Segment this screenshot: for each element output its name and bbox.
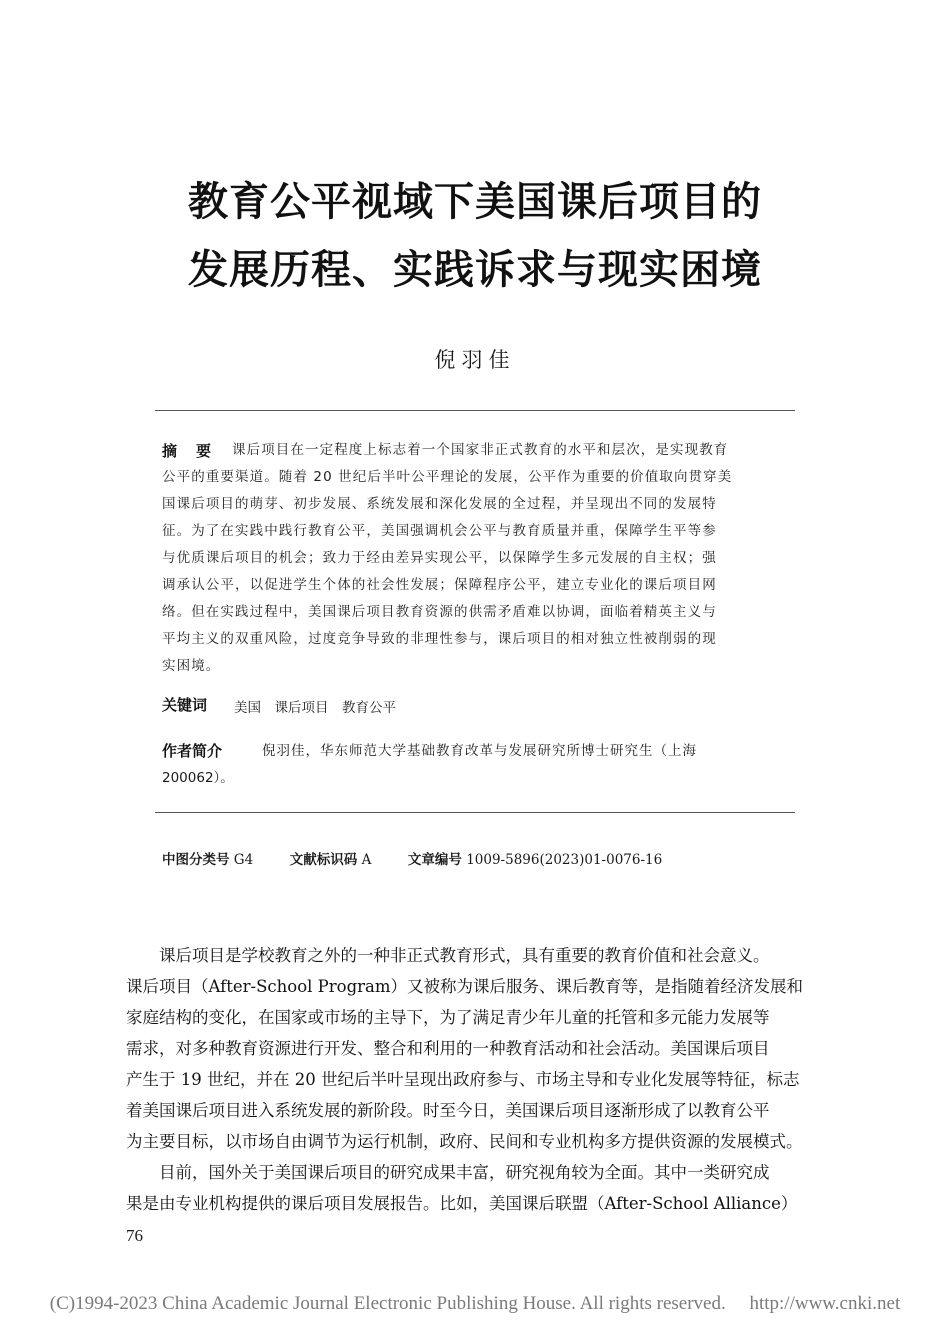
keywords-text: 美国 课后项目 教育公平: [234, 700, 396, 716]
body-line: 课后项目（After-School Program）又被称为课后服务、课后教育等，是指随着经济发展和: [126, 977, 804, 996]
copyright-footer: (C)1994-2023 China Academic Journal Electronic Publishing House. All rights reserved. http://www.cnki.net: [49, 1293, 901, 1314]
abstract-line: 国课后项目的萌芽、初步发展、系统发展和深化发展的全过程，并呈现出不同的发展特: [162, 496, 717, 512]
article-number-label: 文章编号: [407, 852, 462, 868]
body-line: 为主要目标，以市场自由调节为运行机制，政府、民间和专业机构多方提供资源的发展模式。: [126, 1132, 803, 1151]
keywords-label: 关键词: [162, 696, 208, 714]
abstract-line: 络。但在实践过程中，美国课后项目教育资源的供需矛盾难以协调，面临着精英主义与: [162, 604, 717, 620]
abstract-line: 公平的重要渠道。随着 20 世纪后半叶公平理论的发展，公平作为重要的价值取向贯穿美: [162, 469, 733, 485]
abstract-line: 征。为了在实践中践行教育公平，美国强调机会公平与教育质量并重，保障学生平等参: [162, 523, 717, 539]
body-line: 产生于 19 世纪，并在 20 世纪后半叶呈现出政府参与、市场主导和专业化发展等特征，标志: [126, 1070, 800, 1089]
bottom-divider: [155, 812, 795, 813]
clc-label: 中图分类号: [162, 852, 230, 868]
top-divider: [155, 410, 795, 411]
clc-value: G4: [233, 852, 254, 868]
body-line: 课后项目是学校教育之外的一种非正式教育形式，具有重要的教育价值和社会意义。: [126, 946, 770, 965]
body-line: 家庭结构的变化，在国家或市场的主导下，为了满足青少年儿童的托管和多元能力发展等: [126, 1008, 770, 1027]
title-line-1: 教育公平视域下美国课后项目的: [188, 178, 762, 225]
doc-code-label: 文献标识码: [289, 852, 358, 868]
body-line: 需求，对多种教育资源进行开发、整合和利用的一种教育活动和社会活动。美国课后项目: [126, 1039, 770, 1058]
author-name: 倪羽佳: [434, 348, 516, 372]
abstract-line: 平均主义的双重风险，过度竞争导致的非理性参与，课后项目的相对独立性被削弱的现: [162, 631, 717, 647]
body-line: 果是由专业机构提供的课后项目发展报告。比如，美国课后联盟（After-School Alliance）: [126, 1194, 798, 1213]
body-line: 目前，国外关于美国课后项目的研究成果丰富，研究视角较为全面。其中一类研究成: [126, 1163, 770, 1182]
abstract-line: 调承认公平，以促进学生个体的社会性发展；保障程序公平，建立专业化的课后项目网: [162, 577, 717, 593]
classification-meta: [162, 848, 662, 868]
bio-line-1: 倪羽佳，华东师范大学基础教育改革与发展研究所博士研究生（上海: [262, 743, 697, 759]
abstract-line: 实困境。: [162, 658, 221, 674]
abstract-label: 摘 要: [162, 442, 214, 460]
body-line: 着美国课后项目进入系统发展的新阶段。时至今日，美国课后项目逐渐形成了以教育公平: [126, 1101, 770, 1120]
article-number-value: 1009-5896(2023)01-0076-16: [466, 852, 663, 868]
bio-line-2: 200062）。: [162, 770, 234, 786]
page-number: 76: [126, 1226, 143, 1245]
abstract-line: 课后项目在一定程度上标志着一个国家非正式教育的水平和层次，是实现教育: [232, 442, 729, 458]
doc-code-value: A: [361, 852, 372, 868]
bio-label: 作者简介: [162, 742, 223, 760]
title-line-2: 发展历程、实践诉求与现实困境: [188, 246, 762, 293]
abstract-line: 与优质课后项目的机会；致力于经由差异实现公平，以保障学生多元发展的自主权；强: [162, 550, 717, 566]
